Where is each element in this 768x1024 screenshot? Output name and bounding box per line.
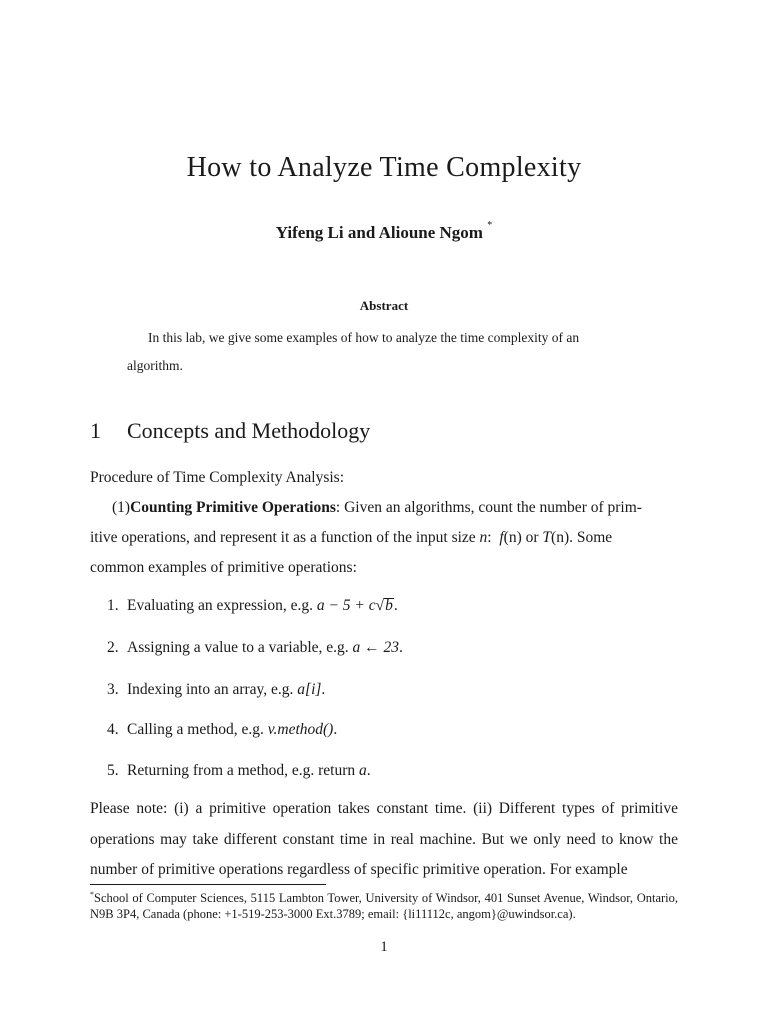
fn-T-args: (n) <box>551 529 570 546</box>
list-item-number: 3. <box>107 681 119 698</box>
list-item-end: . <box>393 597 398 614</box>
list-item: 1. Evaluating an expression, e.g. a − 5 + c√b. <box>107 597 398 614</box>
fn-f-args: (n) <box>503 529 522 546</box>
list-item-number: 1. <box>107 597 119 614</box>
footnote <box>90 887 678 922</box>
abstract-line-1: In this lab, we give some examples of how to analyze the time complexity of an <box>148 330 580 345</box>
footnote-mark: * <box>90 890 94 899</box>
list-item-end: . <box>366 762 371 779</box>
procedure-heading: Procedure of Time Complexity Analysis: <box>90 469 345 486</box>
footnote-text: School of Computer Sciences, 5115 Lambton Tower, University of Windsor, 401 Sunset Avenue, Windsor, Ontario, N9B 3P4, Canada (phone: +1-519-253-3000 Ext.3789; email: {li11112c, angom}@uwindsor.ca). <box>90 891 678 922</box>
page-number: 1 <box>380 939 388 955</box>
list-item-end: . <box>399 639 403 656</box>
list-item-math: v.method() <box>267 721 334 738</box>
list-item-number: 5. <box>107 762 119 779</box>
list-item-text: Indexing into an array, e.g. <box>127 681 298 698</box>
para1-line2-b: : <box>487 529 496 546</box>
note-line-3: number of primitive operations regardless of specific primitive operation. For example <box>90 861 628 878</box>
author-footnote-mark: * <box>487 220 493 232</box>
section-number: 1 <box>90 418 101 443</box>
section-title: Concepts and Methodology <box>127 418 371 443</box>
list-item-math: a − 5 + c <box>316 597 376 614</box>
para1-line-3: common examples of primitive operations: <box>90 559 357 576</box>
list-item-text: Evaluating an expression, e.g. <box>127 597 317 614</box>
fn-T: T <box>542 529 552 546</box>
note-line-2: operations may take different constant time in real machine. But we only need to know the <box>90 831 678 848</box>
list-item <box>107 681 325 699</box>
list-item-text: Returning from a method, e.g. return <box>127 762 360 779</box>
list-item-math: a <box>359 762 367 779</box>
note-line-1: Please note: (i) a primitive operation takes constant time. (ii) Different types of primitive <box>90 800 678 817</box>
var-n: n <box>479 529 488 546</box>
para1-line2-a: itive operations, and represent it as a function of the input size <box>90 529 480 546</box>
para1-line2-end: . Some <box>569 529 613 546</box>
abstract-heading: Abstract <box>359 298 409 313</box>
list-item-number: 4. <box>107 721 119 738</box>
list-item <box>107 762 371 780</box>
authors <box>0 220 768 243</box>
para1-line2-or: or <box>521 529 543 546</box>
list-item-end: . <box>321 681 326 698</box>
footnote-rule <box>90 884 326 885</box>
list-item <box>107 721 337 739</box>
abstract-line-2: algorithm. <box>127 358 183 373</box>
para1-line1-rest: : Given an algorithms, count the number of prim- <box>335 499 642 516</box>
section-heading <box>90 418 370 444</box>
fn-f: f <box>499 529 504 546</box>
list-item <box>107 639 403 657</box>
list-item-number: 2. <box>107 639 119 656</box>
para1-line-1 <box>112 499 678 517</box>
list-item-sqrt-arg: b <box>385 597 393 614</box>
paper-title: How to Analyze Time Complexity <box>186 152 582 183</box>
para1-prefix: (1) <box>112 499 131 516</box>
list-item-end: . <box>333 721 338 738</box>
para1-bold-term: Counting Primitive Operations <box>130 499 336 516</box>
list-item-text: Calling a method, e.g. <box>127 721 268 738</box>
list-item-math: a ← 23 <box>352 639 400 656</box>
para1-line-2 <box>90 529 612 547</box>
list-item-text: Assigning a value to a variable, e.g. <box>127 639 353 656</box>
author-names: Yifeng Li and Alioune Ngom <box>275 223 483 242</box>
list-item-math: a[i] <box>297 681 322 698</box>
